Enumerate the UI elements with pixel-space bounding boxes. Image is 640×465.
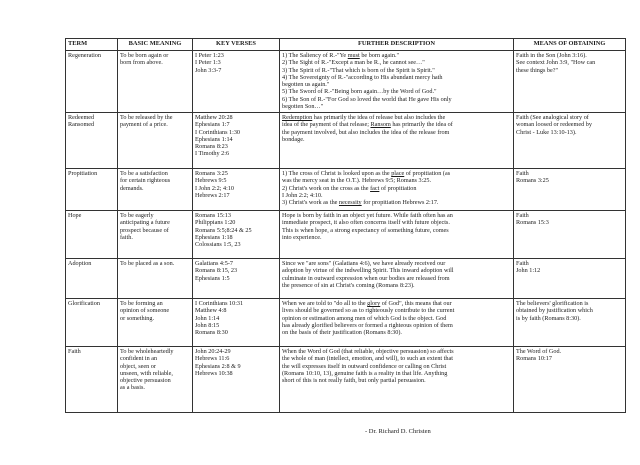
cell-term (66, 169, 118, 211)
doctrine-table (65, 38, 626, 413)
cell-line: Faith in the Son (John 3:16). (516, 52, 587, 59)
cell-line: the will expresses itself in outward confidence or calling on Christ (282, 362, 447, 370)
cell-further (280, 211, 514, 259)
cell-line: Romans 8:30 (195, 329, 228, 337)
cell-line: lives should be governed so as to righteously contribute to the current (282, 307, 455, 315)
cell-line: 1) The cross of Christ is looked upon as the place of propitiation (as (282, 170, 451, 177)
cell-line: anticipating a future (120, 219, 170, 227)
cell-verses (193, 259, 280, 299)
header-key-verses: KEY VERSES (193, 39, 280, 51)
cell-basic (118, 211, 193, 259)
cell-verses (193, 299, 280, 347)
cell-line: Faith (516, 212, 529, 219)
header-means-of-obtaining: MEANS OF OBTAINING (514, 39, 626, 51)
cell-further (280, 299, 514, 347)
cell-line: (Romans 10:10, 13), genuine faith is a reality in that life. Anything (282, 369, 448, 377)
cell-line: To be wholeheartedly (120, 348, 174, 355)
cell-verses (193, 113, 280, 169)
cell-line: on the basis of their justification (Romans 8:30). (282, 329, 402, 337)
cell-line: the whole of man (intellect, emotion, and will), to such an extent that (282, 355, 453, 363)
cell-line: object, seen or (120, 362, 156, 370)
underlined-word: must (347, 52, 360, 59)
cell-line: I Peter 1:23 (195, 52, 224, 59)
cell-means (514, 169, 626, 211)
cell-line: Romans 3:25 (516, 177, 549, 185)
cell-line: into experience. (282, 233, 322, 241)
cell-line: the payment involved, but also includes the idea of the release from (282, 128, 450, 136)
cell-line: Romans 10:17 (516, 355, 552, 363)
cell-verses (193, 51, 280, 113)
cell-line: Ephesians 1:5 (195, 274, 230, 282)
cell-line: Redeemed (68, 114, 95, 121)
cell-line: John 3:3-7 (195, 66, 222, 74)
cell-line: When the Word of God (that reliable, objective persuasion) so affects (282, 348, 454, 355)
cell-line: faith. (120, 233, 133, 241)
cell-line: unseen, with reliable, (120, 369, 173, 377)
cell-line: Faith (See analogical story of (516, 114, 589, 121)
cell-line: Romans 3:25 (195, 170, 228, 177)
cell-verses (193, 169, 280, 211)
table-row (66, 51, 626, 113)
cell-line: Hope (68, 212, 82, 219)
cell-term (66, 299, 118, 347)
cell-line: or something. (120, 314, 155, 322)
cell-line: begotten Son…" (282, 103, 324, 111)
cell-line: born from above. (120, 59, 163, 67)
cell-line: 3) The Spirit of R.-"That which is born of the Spirit is Spirit." (282, 66, 435, 74)
underlined-word: necessity (338, 199, 362, 207)
cell-line: has already glorified believers or formed a righteous opinion of them (282, 321, 453, 329)
cell-verses (193, 211, 280, 259)
header-basic-meaning: BASIC MEANING (118, 39, 193, 51)
cell-line: To be a satisfaction (120, 170, 168, 177)
underlined-word: Ransom (370, 121, 391, 129)
cell-line: prospect because of (120, 226, 169, 234)
header-row (66, 39, 626, 51)
cell-term (66, 211, 118, 259)
cell-line: these things be?" (516, 66, 559, 74)
cell-line: Ephesians 1:7 (195, 121, 230, 129)
cell-line: as a basis. (120, 384, 145, 392)
cell-line: woman loosed or redeemed by (516, 121, 592, 129)
table-row (66, 113, 626, 169)
cell-line: 1) The Saliency of R.-"Ye must be born again." (282, 52, 400, 59)
cell-line: Redemption has primarily the idea of release but also includes the (282, 114, 446, 121)
cell-line: opinion or estimation among men of which God is the object. God (282, 314, 447, 322)
cell-line: is by faith (Romans 8:30). (516, 314, 581, 322)
cell-line: 5) The Sword of R.-"Being born again…by the Word of God." (282, 88, 437, 96)
cell-line: Ransomed (68, 121, 95, 129)
cell-basic (118, 51, 193, 113)
cell-line: adoption by virtue of the indwelling Spirit. This inward adoption will (282, 267, 454, 275)
cell-line: Romans 8:15, 23 (195, 267, 238, 275)
cell-line: Hebrews 11:6 (195, 355, 230, 363)
cell-line: When we are told to "do all to the glory of God", this means that our (282, 300, 452, 307)
cell-means (514, 299, 626, 347)
cell-line: I John 2:2; 4:10. (282, 191, 323, 199)
cell-basic (118, 113, 193, 169)
cell-line: bondage. (282, 135, 305, 143)
cell-line: Christ - Luke 13:10-13). (516, 128, 577, 136)
cell-line: idea of the payment of that release; Ransom has primarily the idea of (282, 121, 453, 129)
cell-basic (118, 299, 193, 347)
cell-line: culminate in outward expression when our bodies are released from (282, 274, 450, 282)
cell-line: Romans 15:13 (195, 212, 231, 219)
underlined-word: Redemption (282, 114, 313, 121)
cell-line: 3) Christ's work as the necessity for propitiation Hebrews 2:17. (282, 199, 439, 207)
table-row (66, 299, 626, 347)
cell-line: Matthew 4:8 (195, 307, 227, 315)
cell-line: To be forming an (120, 300, 163, 307)
cell-line: The Word of God. (516, 348, 562, 355)
cell-line: Hebrews 2:17 (195, 191, 230, 199)
cell-line: Hope is born by faith in an object yet future. While faith often has an (282, 212, 453, 219)
cell-line: Romans 5:5;8:24 & 25 (195, 226, 252, 234)
cell-term (66, 51, 118, 113)
cell-line: Adoption (68, 260, 92, 267)
cell-line: This is when hope, a strong expectancy of something future, comes (282, 226, 449, 234)
cell-line: Colossians 1:5, 23 (195, 241, 241, 249)
cell-line: 6) The Son of R.-"For God so loved the world that He gave His only (282, 95, 452, 103)
cell-line: Philippians 1:20 (195, 219, 236, 227)
cell-further (280, 51, 514, 113)
cell-line: Matthew 20:28 (195, 114, 233, 121)
cell-line: Propitiation (68, 170, 98, 177)
cell-line: 4) The Sovereignty of R.-"according to His abundant mercy hath (282, 73, 443, 81)
table-row (66, 347, 626, 413)
cell-line: immediate prospect, it also often concerns itself with future objects. (282, 219, 450, 227)
cell-further (280, 259, 514, 299)
cell-line: To be released by the (120, 114, 173, 121)
cell-line: 2) Christ's work on the cross as the fact of propitiation (282, 184, 417, 192)
cell-line: confident in an (120, 355, 158, 363)
cell-basic (118, 347, 193, 413)
cell-line: I Peter 1:3 (195, 59, 221, 67)
cell-term (66, 347, 118, 413)
cell-term (66, 259, 118, 299)
cell-line: See context John 3:9, "How can (516, 59, 596, 67)
cell-line: short of this is not really faith, but only partial persuasion. (282, 377, 426, 385)
cell-line: To be born again or (120, 52, 169, 59)
cell-basic (118, 259, 193, 299)
cell-line: To be placed as a son. (120, 260, 175, 267)
header-further-description: FURTHER DESCRIPTION (280, 39, 514, 51)
table-body (66, 51, 626, 413)
cell-line: the presence of sin at Christ's coming (Romans 8:23). (282, 281, 415, 289)
cell-line: demands. (120, 184, 144, 192)
cell-means (514, 113, 626, 169)
underlined-word: glory (367, 300, 381, 307)
cell-line: Faith (68, 348, 81, 355)
cell-line: I Corinthians 10:31 (195, 300, 244, 307)
table-row (66, 211, 626, 259)
cell-means (514, 259, 626, 299)
cell-line: John 1:14 (195, 314, 220, 322)
cell-further (280, 169, 514, 211)
underlined-word: fact (370, 184, 380, 192)
cell-further (280, 347, 514, 413)
cell-line: Ephesians 1:14 (195, 135, 233, 143)
cell-line: objective persuasion (120, 377, 171, 385)
cell-line: Hebrews 10:38 (195, 369, 233, 377)
cell-verses (193, 347, 280, 413)
cell-line: payment of a price. (120, 121, 168, 129)
cell-line: Romans 15:3 (516, 219, 549, 227)
cell-line: I Corinthians 1:30 (195, 128, 241, 136)
cell-further (280, 113, 514, 169)
author-signature: - Dr. Richard D. Christen (365, 428, 431, 435)
cell-line: To be eagerly (120, 212, 154, 219)
cell-line: was the mercy seat in the O.T.). Hebrews 9:5; Romans 3:25. (282, 177, 432, 185)
cell-line: for certain righteous (120, 177, 171, 185)
cell-line: Ephesians 1:18 (195, 233, 233, 241)
cell-line: Faith (516, 170, 529, 177)
cell-line: Faith (516, 260, 529, 267)
cell-line: Galatians 4:5-7 (195, 260, 233, 267)
cell-line: 2) The Sight of R.-"Except a man be R., he cannot see…" (282, 59, 425, 67)
cell-term (66, 113, 118, 169)
cell-means (514, 211, 626, 259)
cell-basic (118, 169, 193, 211)
cell-line: Ephesians 2:8 & 9 (195, 362, 241, 370)
cell-line: Hebrews 9:5 (195, 177, 227, 185)
cell-line: I John 2:2; 4:10 (195, 184, 235, 192)
cell-line: Since we "are sons" (Galatians 4:6), we have already received our (282, 260, 446, 267)
cell-line: John 8:15 (195, 321, 220, 329)
cell-line: I Timothy 2:6 (195, 150, 230, 158)
cell-line: The believers' glorification is (516, 300, 589, 307)
cell-means (514, 347, 626, 413)
cell-line: Regeneration (68, 52, 101, 59)
table-row (66, 259, 626, 299)
cell-line: opinion of someone (120, 307, 170, 315)
cell-line: Glorification (68, 300, 100, 307)
cell-line: begotten us again." (282, 81, 330, 89)
cell-line: obtained by justification which (516, 307, 593, 315)
cell-line: John 1:12 (516, 267, 541, 275)
cell-line: John 20:24-29 (195, 348, 231, 355)
underlined-word: place (391, 170, 405, 177)
table-row (66, 169, 626, 211)
cell-means (514, 51, 626, 113)
cell-line: Romans 8:23 (195, 143, 228, 151)
header-term: TERM (66, 39, 118, 51)
